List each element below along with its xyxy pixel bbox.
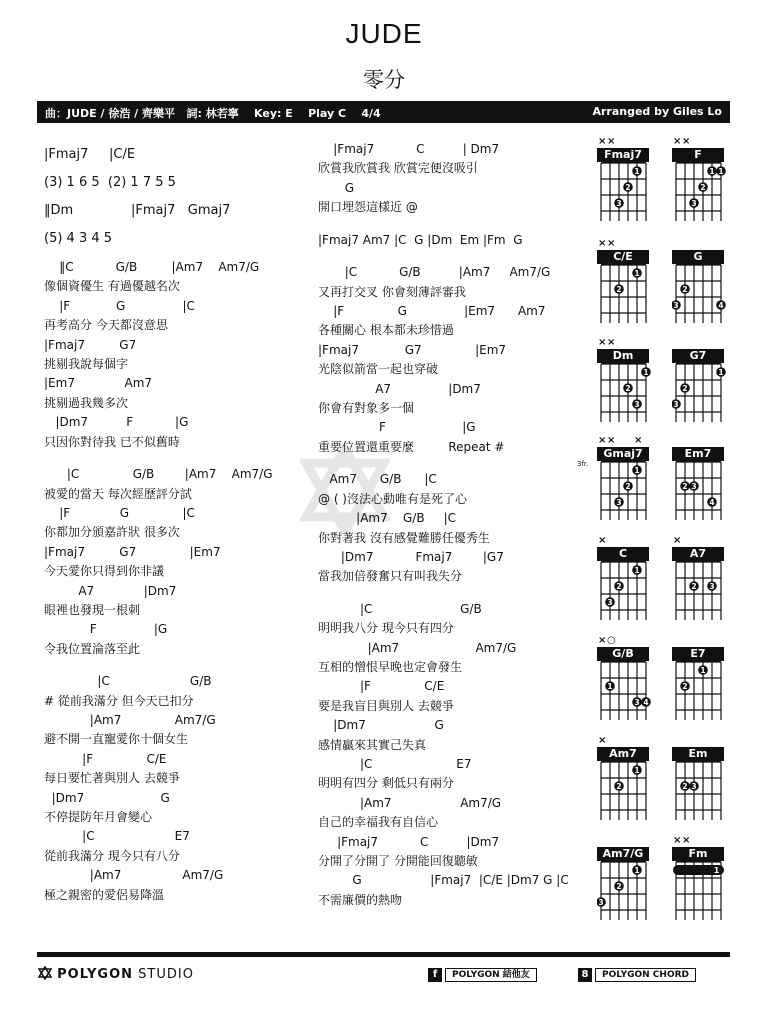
string-mute-marker: × bbox=[598, 635, 607, 646]
lyric-line: |Fmaj7 C |Dm7 bbox=[318, 834, 500, 849]
chord-name: Fm bbox=[672, 847, 724, 861]
chord-name: Gmaj7 bbox=[597, 447, 649, 461]
lyric-line: 感情贏來其實己失真 bbox=[318, 737, 427, 752]
lyric-line: |C G/B bbox=[318, 601, 482, 616]
chord-name: G/B bbox=[597, 647, 649, 661]
chord-finger-number: 3 bbox=[673, 301, 679, 310]
lyric-line: (5) 4 3 4 5 bbox=[44, 231, 113, 246]
chord-finger-number: 1 bbox=[634, 167, 640, 176]
footer-rule bbox=[37, 952, 730, 957]
chord-chart bbox=[597, 238, 653, 323]
lyric-line: G |Fmaj7 |C/E |Dm7 G |C bbox=[318, 873, 569, 888]
chord-finger-number: 3 bbox=[709, 582, 715, 591]
chord-chart bbox=[597, 337, 653, 422]
chord-finger-number: 2 bbox=[682, 384, 688, 393]
chord-finger-number: 1 bbox=[634, 566, 640, 575]
lyric-line: 不停提防年月會變心 bbox=[44, 810, 153, 824]
chord-name: G bbox=[672, 250, 724, 264]
chord-finger-number: 3 bbox=[616, 498, 622, 507]
chord-name: Am7 bbox=[597, 747, 649, 761]
string-mute-marker: × bbox=[673, 835, 682, 846]
lyric-line: |Dm7 G bbox=[44, 790, 170, 805]
chord-chart bbox=[597, 635, 653, 720]
chord-chart bbox=[672, 342, 728, 422]
chord-chart bbox=[672, 535, 728, 620]
chord-chart bbox=[577, 435, 653, 520]
chord-finger-number: 2 bbox=[625, 183, 631, 192]
lyric-line: 令我位置淪落至此 bbox=[44, 641, 141, 656]
chord-name: F bbox=[672, 148, 724, 162]
lyric-line: 分開了分開了 分開能回復聽敏 bbox=[318, 854, 478, 868]
lyric-line: 眼裡也發現一根刺 bbox=[44, 602, 141, 617]
lyric-line: 明明有四分 剩低只有兩分 bbox=[318, 776, 454, 791]
lyric-line: |Fmaj7 |C/E bbox=[44, 147, 136, 162]
lyric-line: |C E7 bbox=[318, 757, 472, 771]
lyric-line: |Fmaj7 G7 |Em7 bbox=[318, 342, 507, 357]
string-mute-marker: × bbox=[607, 435, 616, 446]
polygon-chord-link[interactable] bbox=[578, 968, 696, 982]
lyric-line: (3) 1 6 5 (2) 1 7 5 5 bbox=[44, 175, 176, 190]
string-mute-marker: × bbox=[682, 835, 691, 846]
brand-logo bbox=[38, 966, 194, 982]
facebook-link[interactable] bbox=[428, 968, 537, 982]
chord-finger-number: 3 bbox=[607, 598, 613, 607]
lyric-line: |Dm7 F |G bbox=[44, 415, 189, 430]
lyric-line: 又再打交叉 你會刻薄評審我 bbox=[318, 284, 466, 299]
chord-name: Fmaj7 bbox=[597, 148, 649, 162]
lyric-line: |C G/B bbox=[44, 674, 212, 689]
lyric-line: |F C/E bbox=[44, 751, 167, 766]
chord-name: G7 bbox=[672, 349, 724, 363]
chord-finger-number: 3 bbox=[634, 400, 640, 409]
string-mute-marker: × bbox=[598, 535, 607, 546]
chord-finger-number: 4 bbox=[643, 698, 649, 707]
chord-finger-number: 1 bbox=[718, 167, 724, 176]
string-mute-marker: × bbox=[634, 435, 643, 446]
lyric-line: |Fmaj7 G7 bbox=[44, 337, 137, 352]
chord-chart bbox=[597, 136, 653, 221]
lyric-line: |F G |Em7 Am7 bbox=[318, 304, 546, 318]
chord-finger-number: 3 bbox=[598, 898, 604, 907]
string-mute-marker: × bbox=[598, 238, 607, 249]
lyric-line: 挑剔我說每個字 bbox=[44, 357, 129, 371]
lyric-line: |Dm7 G bbox=[318, 718, 444, 733]
string-mute-marker: × bbox=[607, 337, 616, 348]
lyric-line: |Fmaj7 G7 |Em7 bbox=[44, 544, 221, 559]
lyric-line: A7 |Dm7 bbox=[44, 583, 177, 598]
polygon-chord-icon: 8 bbox=[578, 968, 592, 982]
lyric-line: 明明我八分 現今只有四分 bbox=[318, 621, 454, 636]
lyric-line: 要是我盲目與別人 去競爭 bbox=[318, 698, 454, 713]
lyric-line: |F G |C bbox=[44, 505, 195, 520]
lyric-line: |F C/E bbox=[318, 679, 445, 694]
chord-finger-number: 1 bbox=[700, 666, 706, 675]
lyric-line: |Am7 Am7/G bbox=[44, 868, 224, 883]
chord-finger-number: 2 bbox=[682, 682, 688, 691]
lyric-line: 各種關心 根本都未珍惜過 bbox=[318, 323, 454, 338]
chord-finger-number: 3 bbox=[673, 400, 679, 409]
chord-chart bbox=[597, 735, 653, 820]
fret-position-label: 3fr. bbox=[577, 460, 589, 468]
lyric-line: |Fmaj7 Am7 |C G |Dm Em |Fm G bbox=[318, 232, 523, 247]
chord-finger-number: 2 bbox=[616, 882, 622, 891]
chord-chart bbox=[672, 440, 728, 520]
string-mute-marker: × bbox=[673, 136, 682, 147]
lyric-line: A7 |Dm7 bbox=[318, 381, 481, 396]
lyric-line: 當我加倍發奮只有叫我失分 bbox=[318, 569, 463, 584]
chord-finger-number: 1 bbox=[634, 269, 640, 278]
chord-finger-number: 3 bbox=[691, 199, 697, 208]
lyric-line: F |G bbox=[318, 420, 476, 435]
chord-finger-number: 2 bbox=[691, 582, 697, 591]
credits-bar bbox=[37, 101, 730, 123]
lyric-line: |Am7 Am7/G bbox=[318, 795, 502, 810]
chord-finger-number: 3 bbox=[634, 698, 640, 707]
chord-finger-number: 1 bbox=[634, 866, 640, 875]
chord-chart bbox=[672, 243, 728, 323]
chord-chart bbox=[597, 840, 653, 920]
lyric-line: # 從前我滿分 但今天已扣分 bbox=[44, 693, 194, 708]
lyric-line: 你都加分頒嘉許狀 很多次 bbox=[44, 525, 180, 540]
chord-finger-number: 2 bbox=[625, 384, 631, 393]
chord-name: C/E bbox=[597, 250, 649, 264]
chord-name: Em7 bbox=[672, 447, 724, 461]
brand-sub: STUDIO bbox=[138, 967, 194, 982]
lyric-line: @ ( )沒法心動唯有是死了心 bbox=[318, 491, 467, 506]
lyric-line: |Em7 Am7 bbox=[44, 376, 153, 391]
lyric-line: |C G/B |Am7 Am7/G bbox=[318, 265, 551, 280]
chord-finger-number: 4 bbox=[709, 498, 715, 507]
lyric-line: 只因你對待我 已不似舊時 bbox=[44, 434, 180, 449]
lyric-line: 自己的幸福我有自信心 bbox=[318, 815, 439, 830]
lyric-line: 從前我滿分 現今只有八分 bbox=[44, 848, 180, 863]
chord-finger-number: 2 bbox=[616, 782, 622, 791]
lyric-line: 不需廉價的熱吻 bbox=[318, 892, 403, 907]
chord-finger-number: 2 bbox=[616, 285, 622, 294]
lyric-line: Am7 G/B |C bbox=[318, 472, 437, 487]
chord-finger-number: 2 bbox=[682, 782, 688, 791]
chord-chart bbox=[672, 136, 728, 221]
polygon-star-icon bbox=[38, 966, 52, 980]
lyric-line: F |G bbox=[44, 622, 168, 637]
chord-chart bbox=[672, 835, 728, 920]
chord-finger-number: 2 bbox=[625, 482, 631, 491]
string-mute-marker: × bbox=[598, 735, 607, 746]
string-mute-marker: × bbox=[607, 238, 616, 249]
lyric-line: 你對著我 沒有感覺難勝任優秀生 bbox=[318, 530, 490, 545]
chord-chart bbox=[672, 740, 728, 820]
song-subtitle: 零分 bbox=[363, 68, 405, 92]
lyric-line: |C E7 bbox=[44, 829, 190, 844]
chord-finger-number: 3 bbox=[691, 782, 697, 791]
chord-name: Dm bbox=[597, 349, 649, 363]
chord-finger-number: 1 bbox=[718, 368, 724, 377]
lyric-line: ‖Dm |Fmaj7 Gmaj7 bbox=[44, 203, 231, 218]
arranger-text: Arranged by Giles Lo bbox=[592, 105, 722, 118]
chord-name: E7 bbox=[672, 647, 724, 661]
lyric-line: |F G |C bbox=[44, 298, 195, 313]
chord-finger-number: 1 bbox=[634, 466, 640, 475]
chord-name: Em bbox=[672, 747, 724, 761]
lyric-line: |Am7 Am7/G bbox=[44, 713, 216, 727]
chord-name: A7 bbox=[672, 547, 724, 561]
chord-chart bbox=[672, 640, 728, 720]
lyric-line: |Am7 G/B |C bbox=[318, 511, 457, 526]
string-mute-marker: × bbox=[598, 136, 607, 147]
lyric-line: 光陰似箭當一起也穿破 bbox=[318, 362, 439, 377]
lyric-line: 被愛的當天 每次經歷評分試 bbox=[44, 486, 192, 501]
lyric-line: G bbox=[318, 180, 354, 195]
lyric-line: |Dm7 Fmaj7 |G7 bbox=[318, 549, 504, 564]
chord-finger-number: 3 bbox=[691, 482, 697, 491]
facebook-icon: f bbox=[428, 968, 442, 982]
chord-name: C bbox=[597, 547, 649, 561]
facebook-label: POLYGON 結他友 bbox=[445, 968, 537, 982]
lyric-line: 每日要忙著與別人 去競爭 bbox=[44, 771, 180, 786]
chord-finger-number: 2 bbox=[616, 582, 622, 591]
lyric-line: 極之親密的愛侶易降溫 bbox=[44, 887, 165, 902]
chord-finger-number: 1 bbox=[709, 167, 715, 176]
lyric-line: 像個資優生 有過優越名次 bbox=[44, 279, 180, 294]
chord-finger-number: 1 bbox=[634, 766, 640, 775]
lyric-line: |Am7 Am7/G bbox=[318, 640, 517, 655]
string-mute-marker: × bbox=[598, 337, 607, 348]
song-title: JUDE bbox=[345, 18, 423, 49]
lyric-line: |Fmaj7 C | Dm7 bbox=[318, 142, 500, 156]
chord-finger-number: 2 bbox=[700, 183, 706, 192]
string-mute-marker: × bbox=[598, 435, 607, 446]
chord-chart bbox=[597, 535, 653, 620]
brand-name: POLYGON bbox=[57, 967, 133, 982]
lyric-line: |C G/B |Am7 Am7/G bbox=[44, 467, 273, 482]
chord-name: Am7/G bbox=[597, 847, 649, 861]
lyric-line: 你會有對象多一個 bbox=[318, 401, 415, 415]
lyric-line: 避不開一直寵愛你十個女生 bbox=[44, 732, 189, 747]
chord-finger-number: 1 bbox=[643, 368, 649, 377]
chord-finger-number: 3 bbox=[616, 199, 622, 208]
string-mute-marker: × bbox=[682, 136, 691, 147]
lyric-line: 再考高分 今天都沒意思 bbox=[44, 318, 168, 333]
string-mute-marker: ○ bbox=[607, 635, 616, 646]
lyric-line: 開口埋怨這樣近 @ bbox=[318, 200, 418, 215]
lyric-line: 重要位置還重要麼 Repeat # bbox=[318, 439, 505, 454]
chord-finger-number: 1 bbox=[607, 682, 613, 691]
polygon-chord-label: POLYGON CHORD bbox=[595, 968, 696, 982]
credits-text: 曲：JUDE / 徐浩 / 齊樂平 詞: 林若寧 Key: E Play C 4/4 bbox=[45, 107, 381, 120]
lyric-line: ‖C G/B |Am7 Am7/G bbox=[44, 260, 260, 274]
lyric-line: 欣賞我欣賞我 欣賞完便沒吸引 bbox=[318, 161, 478, 176]
lyric-line: 今天愛你只得到你非議 bbox=[44, 564, 165, 579]
lyric-line: 互相的憎恨早晚也定會發生 bbox=[318, 660, 463, 674]
chord-finger-number: 1 bbox=[713, 866, 720, 875]
lyric-line: 挑剔過我幾多次 bbox=[44, 395, 129, 410]
string-mute-marker: × bbox=[607, 136, 616, 147]
chord-finger-number: 2 bbox=[682, 482, 688, 491]
chord-finger-number: 4 bbox=[718, 301, 724, 310]
chord-finger-number: 2 bbox=[682, 285, 688, 294]
string-mute-marker: × bbox=[673, 535, 682, 546]
